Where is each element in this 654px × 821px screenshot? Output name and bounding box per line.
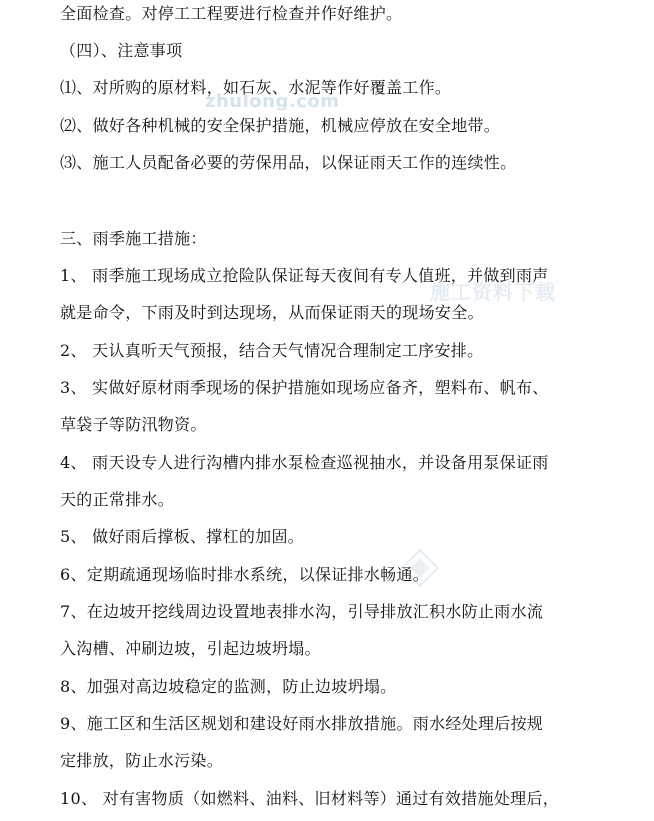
section-heading: （四）、注意事项 xyxy=(60,41,183,60)
watermark-faint-text: 施工资料下载 xyxy=(430,280,556,304)
list-item: ⑶、施工人员配备必要的劳保用品，以保证雨天工作的连续性。 xyxy=(60,153,517,172)
list-item: 2、 天认真听天气预报，结合天气情况合理制定工序安排。 xyxy=(60,341,484,360)
list-item-continuation: 天的正常排水。 xyxy=(60,490,175,509)
list-item: 1、 雨季施工现场成立抢险队保证每天夜间有专人值班，并做到雨声 xyxy=(60,266,549,285)
list-item: 9、施工区和生活区规划和建设好雨水排放措施。雨水经处理后按规 xyxy=(60,714,544,733)
list-item: 8、加强对高边坡稳定的监测，防止边坡坍塌。 xyxy=(60,677,397,696)
list-item: ⑴、对所购的原材料，如石灰、水泥等作好覆盖工作。 xyxy=(60,78,452,97)
list-item-continuation: 定排放，防止水污染。 xyxy=(60,751,224,770)
list-item-continuation: 草袋子等防汛物资。 xyxy=(60,415,207,434)
section-heading: 三、雨季施工措施： xyxy=(60,229,207,248)
list-item-continuation: 入沟槽、冲刷边坡，引起边坡坍塌。 xyxy=(60,639,321,658)
list-item: ⑵、做好各种机械的安全保护措施，机械应停放在安全地带。 xyxy=(60,116,501,135)
list-item: 6、定期疏通现场临时排水系统，以保证排水畅通。 xyxy=(60,565,430,584)
list-item: 7、在边坡开挖线周边设置地表排水沟，引导排放汇积水防止雨水流 xyxy=(60,602,544,621)
list-item: 4、 雨天设专人进行沟槽内排水泵检查巡视抽水，并设备用泵保证雨 xyxy=(60,453,549,472)
text-line: 全面检查。对停工工程要进行检查并作好维护。 xyxy=(60,4,403,23)
list-item-continuation: 就是命令，下雨及时到达现场，从而保证雨天的现场安全。 xyxy=(60,303,484,322)
list-item: 3、 实做好原材雨季现场的保护措施如现场应备齐，塑料布、帆布、 xyxy=(60,378,549,397)
list-item: 5、 做好雨后撑板、撑杠的加固。 xyxy=(60,527,305,546)
list-item: 10、 对有害物质（如燃料、油料、旧材料等）通过有效措施处理后， xyxy=(60,789,560,808)
watermark-site: zhulong.com xyxy=(205,91,340,112)
